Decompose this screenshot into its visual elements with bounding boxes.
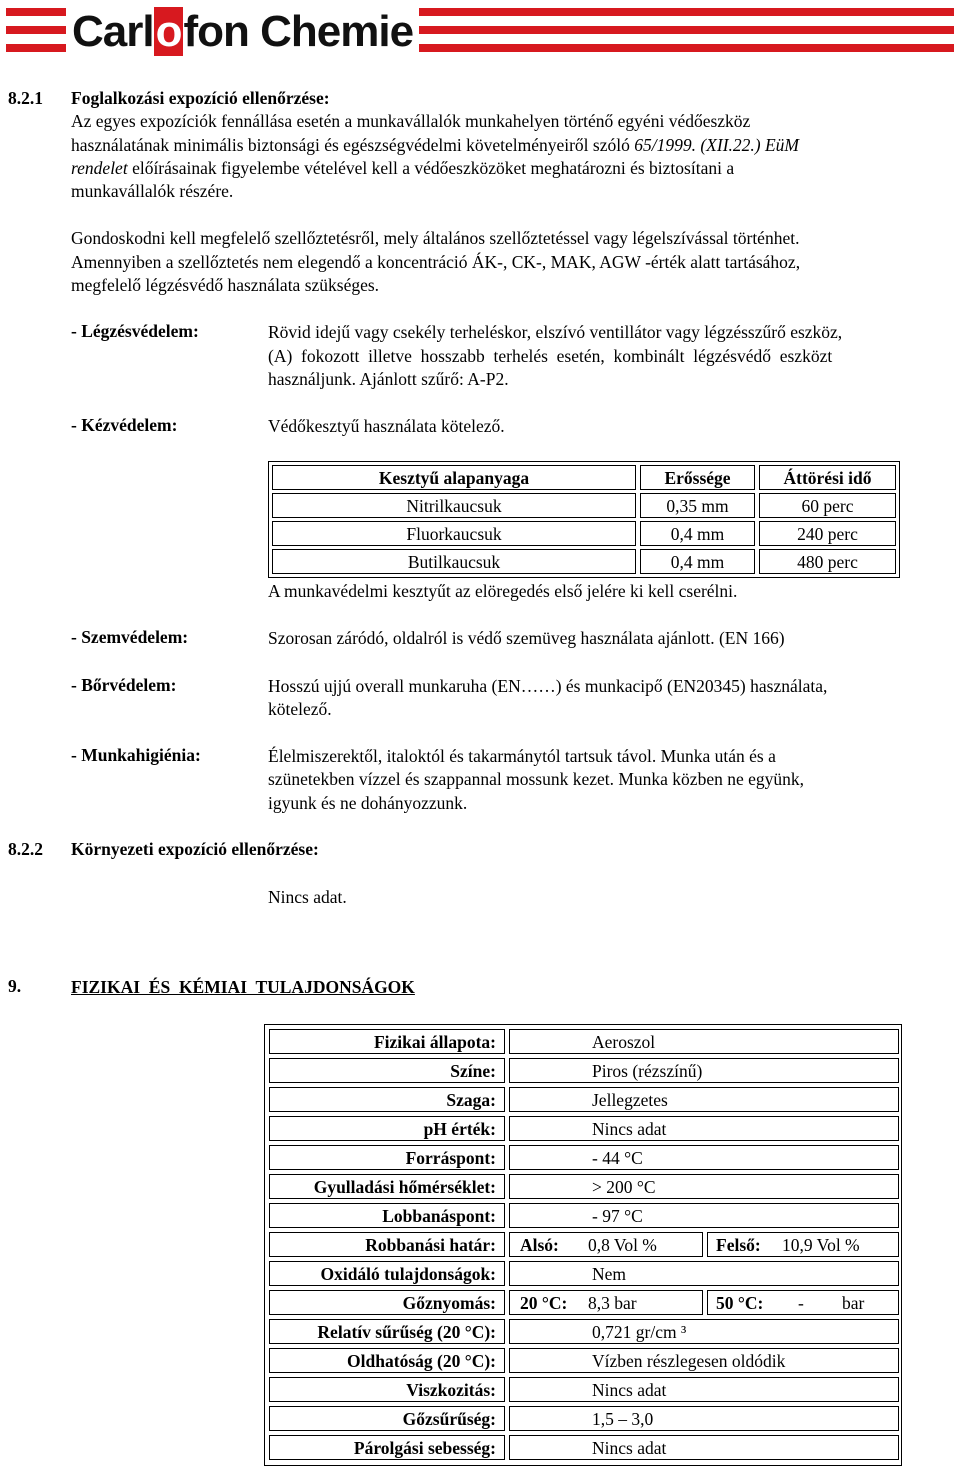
property-label: Gőznyomás: xyxy=(269,1290,505,1315)
table-header: Erőssége xyxy=(640,465,755,490)
header-banner xyxy=(6,4,954,60)
table-cell: Fluorkaucsuk xyxy=(272,521,636,546)
section-title: Foglalkozási expozíció ellenőrzése: xyxy=(71,88,330,108)
property-value: - 97 °C xyxy=(509,1203,899,1228)
property-label: Gyulladási hőmérséklet: xyxy=(269,1174,505,1199)
property-label: Fizikai állapota: xyxy=(269,1029,505,1054)
hand-protection-text: Védőkesztyű használata kötelező. xyxy=(268,416,505,436)
hygiene-text: igyunk és ne dohányozzunk. xyxy=(268,793,468,813)
property-label: pH érték: xyxy=(269,1116,505,1141)
property-label: Oxidáló tulajdonságok: xyxy=(269,1261,505,1286)
property-value: Nincs adat xyxy=(509,1435,899,1460)
table-cell: 0,4 mm xyxy=(640,521,755,546)
table-cell: Nitrilkaucsuk xyxy=(272,493,636,518)
property-label: Robbanási határ: xyxy=(269,1232,505,1257)
paragraph-line: Az egyes expozíciók fennállása esetén a munkavállalók munkahelyen történő egyéni védőeszköz xyxy=(71,111,751,131)
property-value: > 200 °C xyxy=(509,1174,899,1199)
property-label: Lobbanáspont: xyxy=(269,1203,505,1228)
property-value: Nincs adat xyxy=(509,1377,899,1402)
hygiene-text: Élelmiszerektől, italoktól és takarmánytól tartsuk távol. Munka után és a xyxy=(268,746,776,766)
property-value: 1,5 – 3,0 xyxy=(509,1406,899,1431)
property-label: Relatív sűrűség (20 °C): xyxy=(269,1319,505,1344)
paragraph-line: megfelelő légzésvédő használata szükséges. xyxy=(71,275,380,295)
property-value: 20 °C: 8,3 bar xyxy=(509,1290,703,1315)
glove-table xyxy=(268,461,900,578)
paragraph-line: munkavállalók részére. xyxy=(71,181,234,201)
table-header: Kesztyű alapanyaga xyxy=(272,465,636,490)
properties-table xyxy=(264,1024,902,1466)
skin-protection-text: Hosszú ujjú overall munkaruha (EN……) és munkacipő (EN20345) használata, xyxy=(268,676,828,696)
respiratory-text: (A) fokozott illetve hosszabb terhelés esetén, kombinált légzésvédő eszközt xyxy=(268,346,833,366)
respiratory-text: Rövid idejű vagy csekély terheléskor, elszívó ventillátor vagy légzésszűrő eszköz, xyxy=(268,322,843,342)
section-text: Nincs adat. xyxy=(268,887,347,907)
property-label: Viszkozitás: xyxy=(269,1377,505,1402)
property-value: Nem xyxy=(509,1261,899,1286)
respiratory-label: - Légzésvédelem: xyxy=(71,321,199,341)
property-label: Szaga: xyxy=(269,1087,505,1112)
table-cell: 240 perc xyxy=(759,521,896,546)
property-value: Alsó: 0,8 Vol % xyxy=(509,1232,703,1257)
glove-note: A munkavédelmi kesztyűt az elöregedés első jelére ki kell cserélni. xyxy=(268,581,738,601)
property-value: Vízben részlegesen oldódik xyxy=(509,1348,899,1373)
respiratory-text: használjunk. Ajánlott szűrő: A-P2. xyxy=(268,369,509,389)
property-value: Jellegzetes xyxy=(509,1087,899,1112)
property-value: Piros (rézszínű) xyxy=(509,1058,899,1083)
property-value: Felső: 10,9 Vol % xyxy=(707,1232,899,1257)
company-logo: Carlofon Chemie xyxy=(66,4,419,60)
property-value: Aeroszol xyxy=(509,1029,899,1054)
eye-protection-text: Szorosan záródó, oldalról is védő szemüveg használata ajánlott. (EN 166) xyxy=(268,628,785,648)
property-label: Gőzsűrűség: xyxy=(269,1406,505,1431)
property-value: 50 °C: - bar xyxy=(707,1290,899,1315)
hygiene-text: szünetekben vízzel és szappannal mossunk kezet. Munka közben ne együnk, xyxy=(268,769,805,789)
paragraph-line: Amennyiben a szellőztetés nem elegendő a koncentráció ÁK-, CK-, MAK, AGW -érték alatt tartásához, xyxy=(71,252,801,272)
property-label: Párolgási sebesség: xyxy=(269,1435,505,1460)
paragraph-line: Gondoskodni kell megfelelő szellőztetésről, mely általános szellőztetéssel vagy légelszívással történhet. xyxy=(71,228,800,248)
section-title: FIZIKAI ÉS KÉMIAI TULAJDONSÁGOK xyxy=(71,977,415,997)
property-label: Színe: xyxy=(269,1058,505,1083)
skin-protection-label: - Bőrvédelem: xyxy=(71,675,177,695)
hand-protection-label: - Kézvédelem: xyxy=(71,415,178,435)
section-number: 8.2.2 xyxy=(8,839,43,859)
property-value: Nincs adat xyxy=(509,1116,899,1141)
paragraph-line: rendelet előírásainak figyelembe vételével kell a védőeszközöket meghatározni és biztosítani a xyxy=(71,158,735,178)
table-cell: Butilkaucsuk xyxy=(272,549,636,574)
skin-protection-text: kötelező. xyxy=(268,699,332,719)
table-cell: 0,35 mm xyxy=(640,493,755,518)
property-label: Forráspont: xyxy=(269,1145,505,1170)
eye-protection-label: - Szemvédelem: xyxy=(71,627,189,647)
paragraph-line: használatának minimális biztonsági és egészségvédelmi követelményeiről szóló 65/1999. (XII.22.) EüM xyxy=(71,135,799,155)
table-cell: 0,4 mm xyxy=(640,549,755,574)
property-value: 0,721 gr/cm ³ xyxy=(509,1319,899,1344)
table-cell: 480 perc xyxy=(759,549,896,574)
property-label: Oldhatóság (20 °C): xyxy=(269,1348,505,1373)
section-title: Környezeti expozíció ellenőrzése: xyxy=(71,839,319,859)
property-value: - 44 °C xyxy=(509,1145,899,1170)
section-number: 9. xyxy=(8,976,22,996)
table-header: Áttörési idő xyxy=(759,465,896,490)
section-number: 8.2.1 xyxy=(8,88,43,108)
table-cell: 60 perc xyxy=(759,493,896,518)
hygiene-label: - Munkahigiénia: xyxy=(71,745,201,765)
